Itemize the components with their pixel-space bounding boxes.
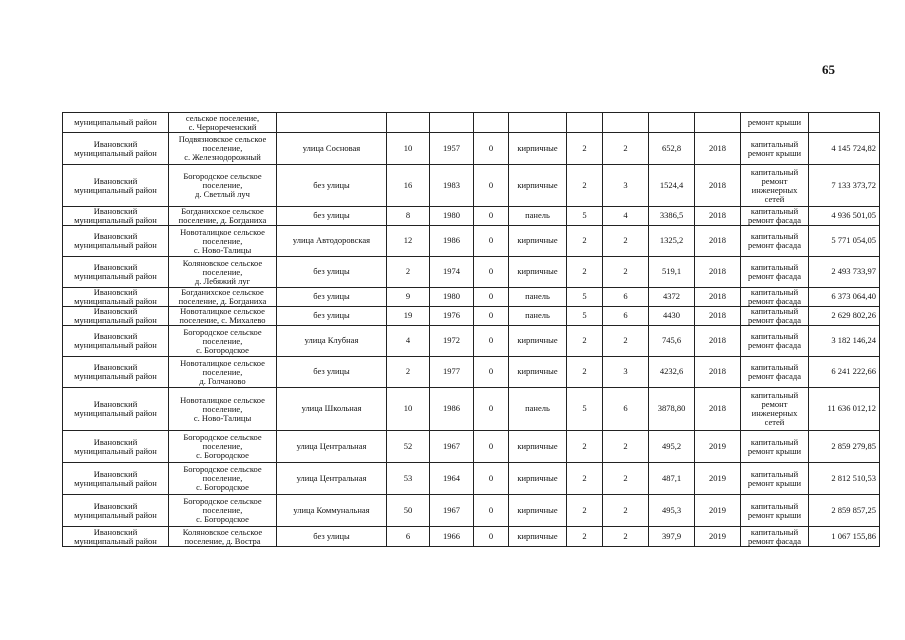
entrances-cell: 3 [603,357,649,388]
area-cell: 1524,4 [649,165,695,207]
wall-material-cell: кирпичные [509,431,567,463]
wall-material-cell: кирпичные [509,133,567,165]
table-row [63,357,880,388]
house-number-cell: 2 [387,357,430,388]
floors-cell: 5 [567,288,603,307]
area-cell: 4372 [649,288,695,307]
house-number-cell: 4 [387,326,430,357]
wall-material-cell [509,113,567,133]
wall-material-cell: кирпичные [509,326,567,357]
table-row [63,226,880,257]
settlement-cell: Новоталицкое сельское поселение, с. Михалево [169,307,277,326]
floors-cell: 2 [567,226,603,257]
floors-cell: 5 [567,307,603,326]
work-type-cell: капитальный ремонт инженерных сетей [741,165,809,207]
floors-cell: 2 [567,527,603,547]
cost-cell: 4 936 501,05 [809,207,880,226]
cost-cell: 2 859 857,25 [809,495,880,527]
work-type-cell: капитальный ремонт крыши [741,495,809,527]
settlement-cell: Подвязновское сельское поселение, с. Железнодорожный [169,133,277,165]
year-built-cell: 1964 [430,463,474,495]
floors-cell: 2 [567,165,603,207]
owner-cell: Ивановский муниципальный район [63,495,169,527]
table-row [63,207,880,226]
flag-cell: 0 [474,463,509,495]
street-cell: улица Центральная [277,463,387,495]
entrances-cell: 6 [603,307,649,326]
flag-cell: 0 [474,307,509,326]
plan-year-cell [695,113,741,133]
floors-cell: 2 [567,357,603,388]
table-row [63,288,880,307]
owner-cell: муниципальный район [63,113,169,133]
entrances-cell: 2 [603,326,649,357]
area-cell: 495,3 [649,495,695,527]
work-type-cell: капитальный ремонт фасада [741,326,809,357]
table-row [63,113,880,133]
flag-cell: 0 [474,495,509,527]
work-type-cell: капитальный ремонт фасада [741,307,809,326]
wall-material-cell: кирпичные [509,226,567,257]
floors-cell: 5 [567,388,603,431]
street-cell: без улицы [277,165,387,207]
flag-cell: 0 [474,431,509,463]
table-row [63,388,880,431]
entrances-cell: 2 [603,257,649,288]
house-number-cell: 2 [387,257,430,288]
year-built-cell: 1966 [430,527,474,547]
floors-cell: 2 [567,495,603,527]
floors-cell: 2 [567,257,603,288]
floors-cell: 5 [567,207,603,226]
table-row [63,495,880,527]
year-built-cell: 1986 [430,226,474,257]
area-cell: 4430 [649,307,695,326]
plan-year-cell: 2018 [695,133,741,165]
flag-cell [474,113,509,133]
settlement-cell: Новоталицкое сельское поселение, с. Ново-Талицы [169,388,277,431]
floors-cell: 2 [567,463,603,495]
owner-cell: Ивановский муниципальный район [63,165,169,207]
wall-material-cell: кирпичные [509,527,567,547]
owner-cell: Ивановский муниципальный район [63,463,169,495]
year-built-cell: 1977 [430,357,474,388]
street-cell: без улицы [277,207,387,226]
plan-year-cell: 2018 [695,288,741,307]
plan-year-cell: 2018 [695,207,741,226]
area-cell [649,113,695,133]
settlement-cell: Богородское сельское поселение, с. Богородское [169,326,277,357]
settlement-cell: Богородское сельское поселение, с. Богородское [169,431,277,463]
cost-cell: 3 182 146,24 [809,326,880,357]
owner-cell: Ивановский муниципальный район [63,357,169,388]
house-number-cell: 53 [387,463,430,495]
wall-material-cell: кирпичные [509,463,567,495]
cost-cell [809,113,880,133]
street-cell: без улицы [277,307,387,326]
flag-cell: 0 [474,527,509,547]
cost-cell: 1 067 155,86 [809,527,880,547]
year-built-cell: 1980 [430,288,474,307]
area-cell: 519,1 [649,257,695,288]
plan-year-cell: 2018 [695,388,741,431]
work-type-cell: капитальный ремонт фасада [741,288,809,307]
entrances-cell [603,113,649,133]
settlement-cell: Новоталицкое сельское поселение, д. Голчаново [169,357,277,388]
floors-cell: 2 [567,133,603,165]
owner-cell: Ивановский муниципальный район [63,388,169,431]
plan-year-cell: 2018 [695,357,741,388]
flag-cell: 0 [474,165,509,207]
work-type-cell: капитальный ремонт инженерных сетей [741,388,809,431]
street-cell: без улицы [277,257,387,288]
table-body [63,113,880,547]
cost-cell: 7 133 373,72 [809,165,880,207]
flag-cell: 0 [474,226,509,257]
year-built-cell: 1967 [430,495,474,527]
street-cell: улица Школьная [277,388,387,431]
cost-cell: 6 373 064,40 [809,288,880,307]
plan-year-cell: 2019 [695,431,741,463]
owner-cell: Ивановский муниципальный район [63,207,169,226]
street-cell: улица Сосновая [277,133,387,165]
owner-cell: Ивановский муниципальный район [63,257,169,288]
entrances-cell: 6 [603,388,649,431]
table-row [63,133,880,165]
table-row [63,257,880,288]
area-cell: 652,8 [649,133,695,165]
area-cell: 1325,2 [649,226,695,257]
area-cell: 495,2 [649,431,695,463]
year-built-cell: 1980 [430,207,474,226]
street-cell: без улицы [277,288,387,307]
owner-cell: Ивановский муниципальный район [63,527,169,547]
plan-year-cell: 2018 [695,307,741,326]
street-cell: улица Коммунальная [277,495,387,527]
cost-cell: 6 241 222,66 [809,357,880,388]
wall-material-cell: панель [509,388,567,431]
area-cell: 3878,80 [649,388,695,431]
house-number-cell [387,113,430,133]
area-cell: 487,1 [649,463,695,495]
street-cell: улица Клубная [277,326,387,357]
entrances-cell: 6 [603,288,649,307]
cost-cell: 2 812 510,53 [809,463,880,495]
house-number-cell: 19 [387,307,430,326]
plan-year-cell: 2018 [695,165,741,207]
owner-cell: Ивановский муниципальный район [63,226,169,257]
wall-material-cell: панель [509,307,567,326]
floors-cell: 2 [567,431,603,463]
flag-cell: 0 [474,133,509,165]
plan-year-cell: 2019 [695,527,741,547]
house-number-cell: 10 [387,133,430,165]
year-built-cell: 1976 [430,307,474,326]
plan-year-cell: 2018 [695,257,741,288]
plan-year-cell: 2019 [695,495,741,527]
cost-cell: 2 859 279,85 [809,431,880,463]
owner-cell: Ивановский муниципальный район [63,326,169,357]
year-built-cell: 1974 [430,257,474,288]
settlement-cell: Коляновское сельское поселение, д. Востра [169,527,277,547]
area-cell: 397,9 [649,527,695,547]
entrances-cell: 2 [603,495,649,527]
owner-cell: Ивановский муниципальный район [63,307,169,326]
settlement-cell: Богданихское сельское поселение, д. Богданиха [169,288,277,307]
wall-material-cell: панель [509,288,567,307]
work-type-cell: капитальный ремонт фасада [741,527,809,547]
flag-cell: 0 [474,357,509,388]
street-cell: без улицы [277,527,387,547]
area-cell: 745,6 [649,326,695,357]
year-built-cell [430,113,474,133]
table-row [63,165,880,207]
cost-cell: 2 493 733,97 [809,257,880,288]
settlement-cell: Богданихское сельское поселение, д. Богданиха [169,207,277,226]
street-cell: улица Центральная [277,431,387,463]
cost-cell: 11 636 012,12 [809,388,880,431]
year-built-cell: 1972 [430,326,474,357]
floors-cell: 2 [567,326,603,357]
table-row [63,463,880,495]
settlement-cell: Богородское сельское поселение, д. Светлый луч [169,165,277,207]
work-type-cell: капитальный ремонт крыши [741,133,809,165]
year-built-cell: 1986 [430,388,474,431]
house-number-cell: 8 [387,207,430,226]
year-built-cell: 1957 [430,133,474,165]
table-row [63,326,880,357]
owner-cell: Ивановский муниципальный район [63,133,169,165]
flag-cell: 0 [474,257,509,288]
plan-year-cell: 2019 [695,463,741,495]
flag-cell: 0 [474,207,509,226]
street-cell [277,113,387,133]
wall-material-cell: кирпичные [509,165,567,207]
work-type-cell: капитальный ремонт фасада [741,357,809,388]
house-number-cell: 52 [387,431,430,463]
year-built-cell: 1983 [430,165,474,207]
owner-cell: Ивановский муниципальный район [63,288,169,307]
work-type-cell: капитальный ремонт крыши [741,431,809,463]
house-number-cell: 6 [387,527,430,547]
page-number: 65 [822,62,835,77]
housing-repair-table [62,112,880,547]
cost-cell: 5 771 054,05 [809,226,880,257]
wall-material-cell: кирпичные [509,357,567,388]
house-number-cell: 12 [387,226,430,257]
table-row [63,527,880,547]
settlement-cell: сельское поселение, с. Чернореченский [169,113,277,133]
entrances-cell: 3 [603,165,649,207]
area-cell: 4232,6 [649,357,695,388]
owner-cell: Ивановский муниципальный район [63,431,169,463]
work-type-cell: ремонт крыши [741,113,809,133]
cost-cell: 2 629 802,26 [809,307,880,326]
entrances-cell: 2 [603,463,649,495]
work-type-cell: капитальный ремонт фасада [741,207,809,226]
flag-cell: 0 [474,326,509,357]
settlement-cell: Коляновское сельское поселение, д. Лебяжий луг [169,257,277,288]
entrances-cell: 2 [603,133,649,165]
house-number-cell: 16 [387,165,430,207]
house-number-cell: 10 [387,388,430,431]
wall-material-cell: кирпичные [509,495,567,527]
plan-year-cell: 2018 [695,326,741,357]
entrances-cell: 2 [603,527,649,547]
work-type-cell: капитальный ремонт крыши [741,463,809,495]
table-row [63,307,880,326]
table-row [63,431,880,463]
settlement-cell: Богородское сельское поселение, с. Богородское [169,495,277,527]
wall-material-cell: панель [509,207,567,226]
entrances-cell: 2 [603,431,649,463]
street-cell: без улицы [277,357,387,388]
area-cell: 3386,5 [649,207,695,226]
house-number-cell: 50 [387,495,430,527]
street-cell: улица Автодоровская [277,226,387,257]
plan-year-cell: 2018 [695,226,741,257]
work-type-cell: капитальный ремонт фасада [741,226,809,257]
entrances-cell: 4 [603,207,649,226]
flag-cell: 0 [474,288,509,307]
work-type-cell: капитальный ремонт фасада [741,257,809,288]
entrances-cell: 2 [603,226,649,257]
cost-cell: 4 145 724,82 [809,133,880,165]
settlement-cell: Богородское сельское поселение, с. Богородское [169,463,277,495]
floors-cell [567,113,603,133]
settlement-cell: Новоталицкое сельское поселение, с. Ново-Талицы [169,226,277,257]
flag-cell: 0 [474,388,509,431]
year-built-cell: 1967 [430,431,474,463]
wall-material-cell: кирпичные [509,257,567,288]
house-number-cell: 9 [387,288,430,307]
housing-table-container [62,112,880,547]
